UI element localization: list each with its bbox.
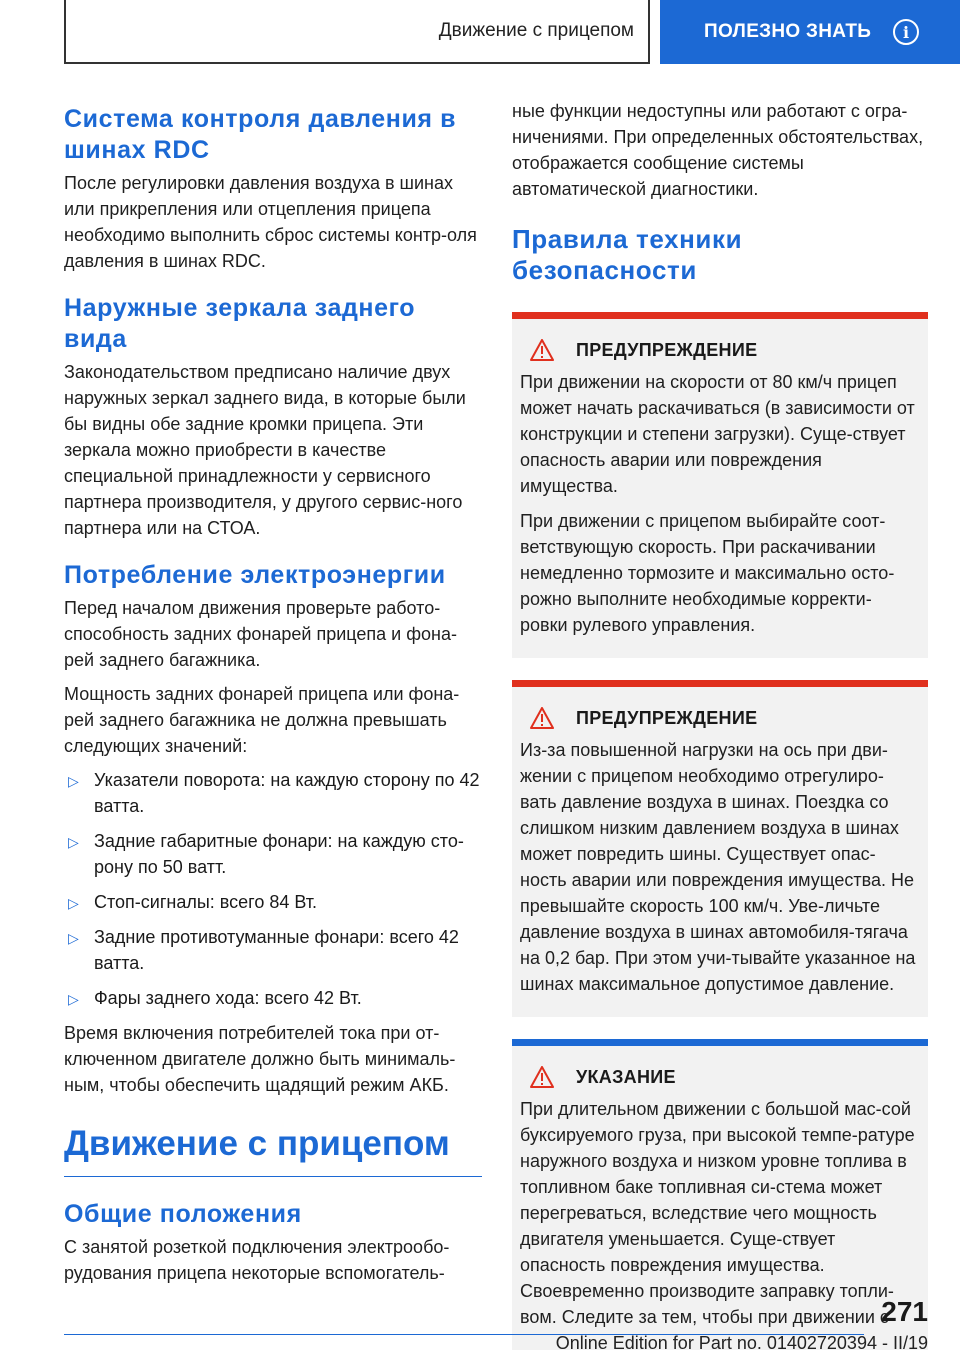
warning-text: Из-за повышенной нагрузки на ось при дви-жении с прицепом необходимо отрегулиро-вать давление воздуха в шинах. Поездка со слишком низким давлением воздуха в шинах может повредить шины. Существует опас-ность аварии или повреждения имущества. Не превышайте скорость 100 км/ч. Уве-личьте давление воздуха в шинах автомобиля-тягача на 0,2 бар. При этом учи-тывайте указанное на шинах максимальное допустимое давление. bbox=[520, 740, 916, 994]
triangle-bullet-icon: ▷ bbox=[68, 895, 79, 911]
chapter-title: Движение с прицепом bbox=[438, 20, 634, 41]
continued-paragraph: ные функции недоступны или работают с огра-ничениями. При определенных обстоятельствах, отображается сообщение системы автоматической диагностики. bbox=[512, 101, 924, 199]
warning-label: ПРЕДУПРЕЖДЕНИЕ bbox=[576, 339, 758, 360]
footer-edition: Online Edition for Part no. 01402720394 - II/19 bbox=[555, 1333, 928, 1353]
note-text: При длительном движении с большой мас-сой буксируемого груза, при высокой темпе-ратуре наружного воздуха и низком уровне топлива в топливном баке топливная си-стема может перегреваться, вследствие чего мощность двигателя уменьшается. Суще-ствует опасность повреждения имущества. Своевременно производите заправку топли-вом. Следите за тем, чтобы при движении с bbox=[520, 1099, 915, 1327]
triangle-bullet-icon: ▷ bbox=[68, 930, 79, 946]
info-icon: i bbox=[893, 19, 919, 45]
list-item: ▷ Фары заднего хода: всего 42 Вт. bbox=[64, 985, 482, 1011]
power-paragraph-3: Время включения потребителей тока при от-ключенном двигателе должно быть минималь-ным, чтобы обеспечить щадящий режим АКБ. bbox=[64, 1023, 456, 1095]
warning-text: При движении на скорости от 80 км/ч прицеп может начать раскачиваться (в зависимости от конструкции и степени загрузки). Суще-ствует опасность аварии или повреждения имущества. bbox=[520, 372, 915, 496]
power-limits-list bbox=[64, 767, 482, 1011]
chapter-heading-block bbox=[64, 1124, 482, 1177]
section-title: ПОЛЕЗНО ЗНАТЬ bbox=[704, 21, 872, 42]
mirrors-paragraph: Законодательством предписано наличие двух наружных зеркал заднего вида, в которые были бы видны обе задние кромки прицепа. Эти зеркала можно приобрести в качестве специальной принадлежности у сервисного партнера производителя, у другого сервис-ного партнера или на СТОА. bbox=[64, 362, 466, 538]
power-paragraph-1: Перед началом движения проверьте работо-способность задних фонарей прицепа и фона-рей заднего багажника. bbox=[64, 598, 457, 670]
list-item: ▷ Стоп-сигналы: всего 84 Вт. bbox=[64, 889, 482, 915]
triangle-bullet-icon: ▷ bbox=[68, 991, 79, 1007]
section-tab[interactable] bbox=[660, 0, 960, 64]
triangle-bullet-icon: ▷ bbox=[68, 834, 79, 850]
power-heading: Потребление электроэнергии bbox=[64, 561, 446, 589]
chapter-heading: Движение с прицепом bbox=[64, 1124, 450, 1163]
warning-triangle-icon bbox=[530, 339, 554, 361]
general-paragraph: С занятой розеткой подключения электрообо-рудования прицепа некоторые вспомогатель- bbox=[64, 1237, 450, 1283]
safety-heading: Правила техники безопасности bbox=[512, 224, 743, 285]
general-heading: Общие положения bbox=[64, 1200, 302, 1228]
note-label: УКАЗАНИЕ bbox=[576, 1066, 676, 1087]
list-item: ▷ Задние противотуманные фонари: всего 42 ватта. bbox=[68, 927, 459, 973]
page-number: 271 bbox=[881, 1296, 928, 1327]
warning-box-pressure bbox=[512, 680, 928, 1017]
warning-label: ПРЕДУПРЕЖДЕНИЕ bbox=[576, 707, 758, 728]
mirrors-heading: Наружные зеркала заднего вида bbox=[64, 294, 416, 353]
triangle-bullet-icon: ▷ bbox=[68, 773, 79, 789]
warning-text: При движении с прицепом выбирайте соот-ветствующую скорость. При раскачивании немедленно тормозите и максимально осто-рожно выполните необходимые корректи-ровки рулевого управления. bbox=[520, 511, 895, 635]
right-column bbox=[512, 98, 928, 1350]
power-paragraph-2: Мощность задних фонарей прицепа или фона-рей заднего багажника не должна превышать следующих значений: bbox=[64, 684, 460, 756]
rdc-heading: Система контроля давления в шинах RDC bbox=[64, 105, 457, 164]
chapter-tab[interactable] bbox=[64, 0, 650, 64]
left-column bbox=[64, 104, 482, 1286]
list-item: ▷ Указатели поворота: на каждую сторону по 42 ватта. bbox=[68, 770, 480, 816]
warning-triangle-icon bbox=[530, 707, 554, 729]
list-item: ▷ Задние габаритные фонари: на каждую сто-рону по 50 ватт. bbox=[68, 831, 464, 877]
rdc-paragraph: После регулировки давления воздуха в шинах или прикрепления или отцепления прицепа необходимо выполнить сброс системы контр-оля давления в шинах RDC. bbox=[64, 173, 477, 271]
warning-box-speed bbox=[512, 312, 928, 658]
warning-triangle-icon bbox=[530, 1066, 554, 1088]
